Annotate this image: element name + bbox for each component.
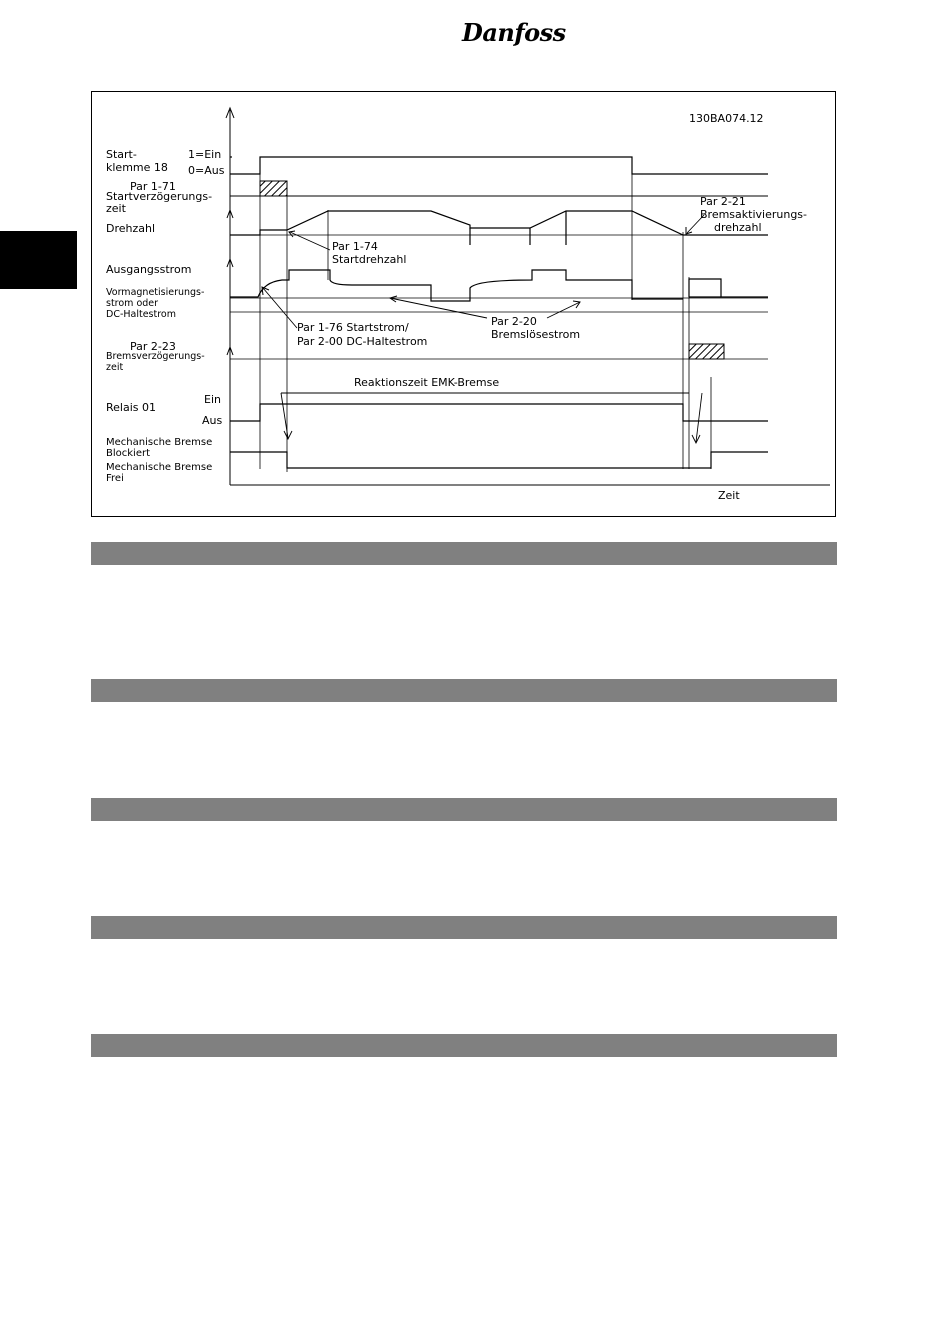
speed-trace bbox=[230, 211, 768, 245]
mechanical-brake-trace bbox=[230, 452, 768, 468]
startverzoegerung-label-2: zeit bbox=[106, 202, 126, 215]
par-2-20-label-2: Bremslösestrom bbox=[491, 328, 581, 341]
vormagnetisierung-label-1: Vormagnetisierungs- bbox=[106, 287, 205, 298]
section-header-bar-2 bbox=[91, 679, 837, 702]
reaktionszeit-label: Reaktionszeit EMK-Bremse bbox=[354, 376, 500, 389]
par-2-21-label-1: Par 2-21 bbox=[700, 195, 746, 208]
aus-level-label: 0=Aus bbox=[188, 164, 225, 177]
vormagnetisierung-label-2: strom oder bbox=[106, 298, 159, 309]
par-1-74-label-1: Par 1-74 bbox=[332, 240, 378, 253]
par-1-74-label-2: Startdrehzahl bbox=[332, 253, 407, 266]
mech-frei-label-2: Frei bbox=[106, 473, 124, 484]
ein-level-label: 1=Ein bbox=[188, 148, 222, 161]
vormagnetisierung-label-3: DC-Haltestrom bbox=[106, 309, 176, 320]
par-2-21-label-3: drehzahl bbox=[714, 221, 762, 234]
section-header-bar-5 bbox=[91, 1034, 837, 1057]
start-klemme-label-1: Start- bbox=[106, 148, 137, 161]
drehzahl-label: Drehzahl bbox=[106, 222, 156, 235]
par-1-76-label-2: Par 2-00 DC-Haltestrom bbox=[297, 335, 428, 348]
ausgangsstrom-label: Ausgangsstrom bbox=[106, 263, 192, 276]
chapter-tab-marker bbox=[0, 231, 77, 289]
section-header-bar-3 bbox=[91, 798, 837, 821]
par-2-21-label-2: Bremsaktivierungs- bbox=[700, 208, 808, 221]
vertical-guides bbox=[260, 157, 711, 472]
current-trace bbox=[230, 270, 768, 301]
reaktionszeit-arrows bbox=[281, 393, 702, 443]
relais-aus-label: Aus bbox=[202, 414, 223, 427]
danfoss-logo: Danfoss bbox=[462, 18, 566, 47]
brake-delay-hatch bbox=[689, 344, 724, 359]
par-2-20-label-1: Par 2-20 bbox=[491, 315, 537, 328]
relais-label: Relais 01 bbox=[106, 401, 156, 414]
brake-timing-diagram bbox=[91, 91, 836, 517]
start-signal-trace bbox=[230, 157, 768, 174]
par-1-71-label: Par 1-71 bbox=[130, 180, 176, 193]
relais-ein-label: Ein bbox=[204, 393, 221, 406]
start-delay-hatch bbox=[260, 181, 287, 196]
startverzoegerung-label-1: Startverzögerungs- bbox=[106, 190, 213, 203]
start-klemme-label-2: klemme 18 bbox=[106, 161, 168, 174]
par-2-20-pointer-right bbox=[547, 302, 580, 318]
bremsverzoegerung-label-2: zeit bbox=[106, 362, 124, 373]
par-1-76-pointer bbox=[263, 288, 297, 328]
section-header-bar-4 bbox=[91, 916, 837, 939]
relay-trace bbox=[230, 404, 768, 421]
bremsverzoegerung-label-1: Bremsverzögerungs- bbox=[106, 351, 205, 362]
par-1-76-label-1: Par 1-76 Startstrom/ bbox=[297, 321, 409, 334]
section-header-bar-1 bbox=[91, 542, 837, 565]
mech-blockiert-label-1: Mechanische Bremse bbox=[106, 437, 213, 448]
mech-frei-label-1: Mechanische Bremse bbox=[106, 462, 213, 473]
timing-diagram-svg bbox=[92, 92, 837, 518]
figure-code: 130BA074.12 bbox=[689, 112, 764, 125]
zeit-label: Zeit bbox=[718, 489, 740, 502]
mech-blockiert-label-2: Blockiert bbox=[106, 448, 151, 459]
par-2-23-label: Par 2-23 bbox=[130, 340, 176, 353]
